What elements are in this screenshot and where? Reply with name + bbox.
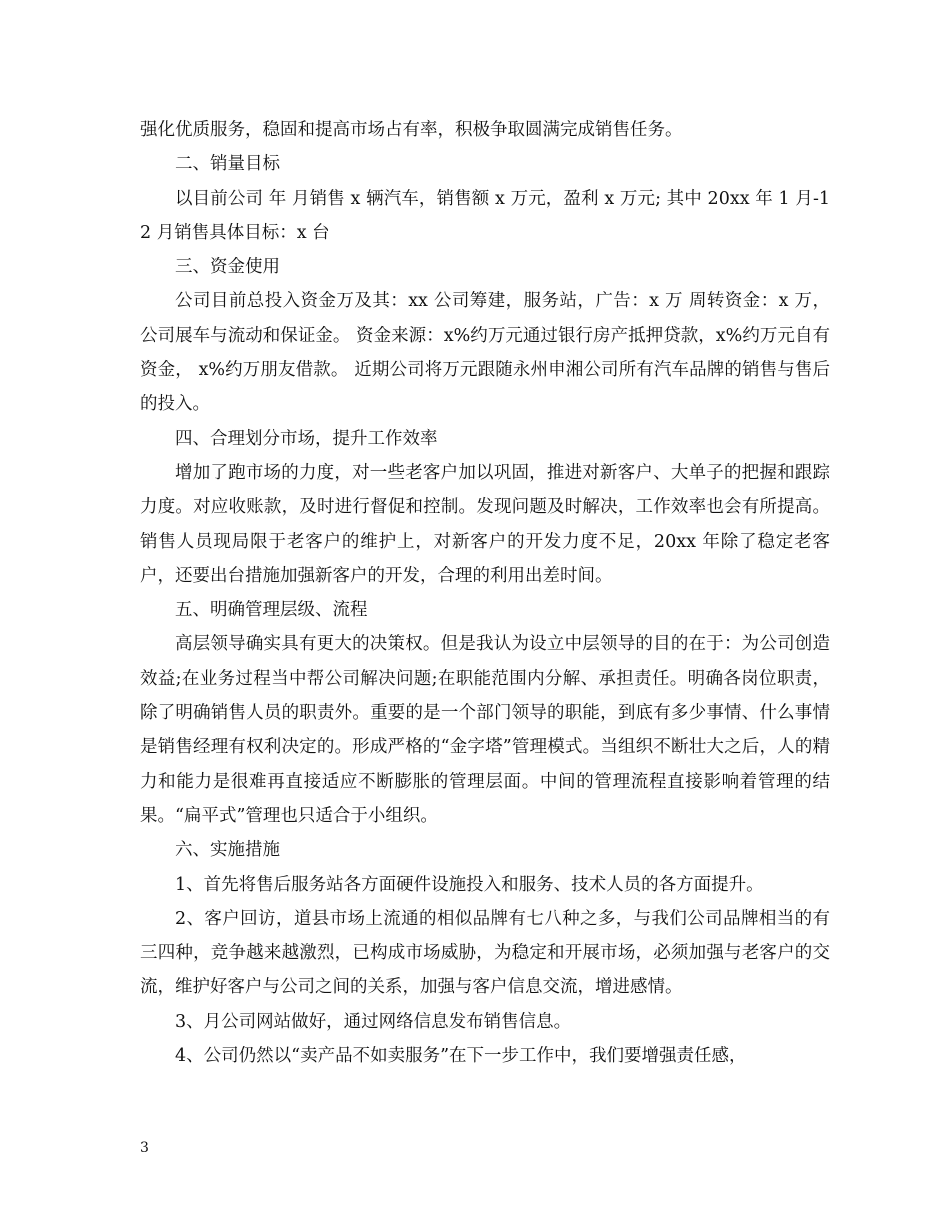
section-heading-fund-usage: 三、资金使用 — [175, 257, 280, 278]
section-heading-measures: 六、实施措施 — [175, 840, 280, 861]
section-heading-market-division: 四、合理划分市场，提升工作效率 — [175, 428, 438, 449]
section-heading-sales-target: 二、销量目标 — [175, 154, 280, 175]
list-item-measure-3: 3、月公司网站做好，通过网络信息发布销售信息。 — [175, 1011, 572, 1032]
section-heading-management-levels: 五、明确管理层级、流程 — [175, 600, 368, 621]
paragraph-fund-usage: 公司目前总投入资金万及其：xx 公司筹建，服务站，广告：x 万 周转资金：x 万，公司展车与流动和保证金。 资金来源：x%约万元通过银行房产抵押贷款，x%约万元自有资金， x%约万朋友借款。 近期公司将万元跟随永州申湘公司所有汽车品牌的销售与售后的投入。 — [140, 291, 830, 415]
paragraph-market-division: 增加了跑市场的力度，对一些老客户加以巩固，推进对新客户、大单子的把握和跟踪力度。对应收账款，及时进行督促和控制。发现问题及时解决，工作效率也会有所提高。 销售人员现局限于老客户的维护上，对新客户的开发力度不足，20xx 年除了稳定老客户，还要出台措施加强新客户的开发，合理的利用出差时间。 — [140, 462, 830, 586]
list-item-measure-1: 1、首先将售后服务站各方面硬件设施投入和服务、技术人员的各方面提升。 — [175, 874, 764, 895]
list-item-measure-2: 2、客户回访，道县市场上流通的相似品牌有七八种之多，与我们公司品牌相当的有三四种，竞争越来越激烈，已构成市场威胁，为稳定和开展市场，必须加强与老客户的交流，维护好客户与公司之间的关系，加强与客户信息交流，增进感情。 — [140, 908, 830, 998]
document-body — [140, 113, 830, 1073]
list-item-measure-4: 4、公司仍然以“卖产品不如卖服务”在下一步工作中，我们要增强责任感， — [175, 1046, 747, 1067]
paragraph-continuation: 强化优质服务，稳固和提高市场占有率，积极争取圆满完成销售任务。 — [140, 120, 683, 140]
paragraph-sales-target: 以目前公司 年 月销售 x 辆汽车，销售额 x 万元，盈利 x 万元; 其中 20xx 年 1 月-12 月销售具体目标：x 台 — [140, 188, 830, 243]
page-number: 3 — [140, 1140, 149, 1156]
paragraph-management-levels: 高层领导确实具有更大的决策权。但是我认为设立中层领导的目的在于：为公司创造效益;在业务过程当中帮公司解决问题;在职能范围内分解、承担责任。明确各岗位职责，除了明确销售人员的职责外。重要的是一个部门领导的职能，到底有多少事情、什么事情是销售经理有权利决定的。形成严格的“金字塔”管理模式。当组织不断壮大之后，人的精力和能力是很难再直接适应不断膨胀的管理层面。中间的管理流程直接影响着管理的结果。“扁平式”管理也只适合于小组织。 — [140, 634, 830, 826]
